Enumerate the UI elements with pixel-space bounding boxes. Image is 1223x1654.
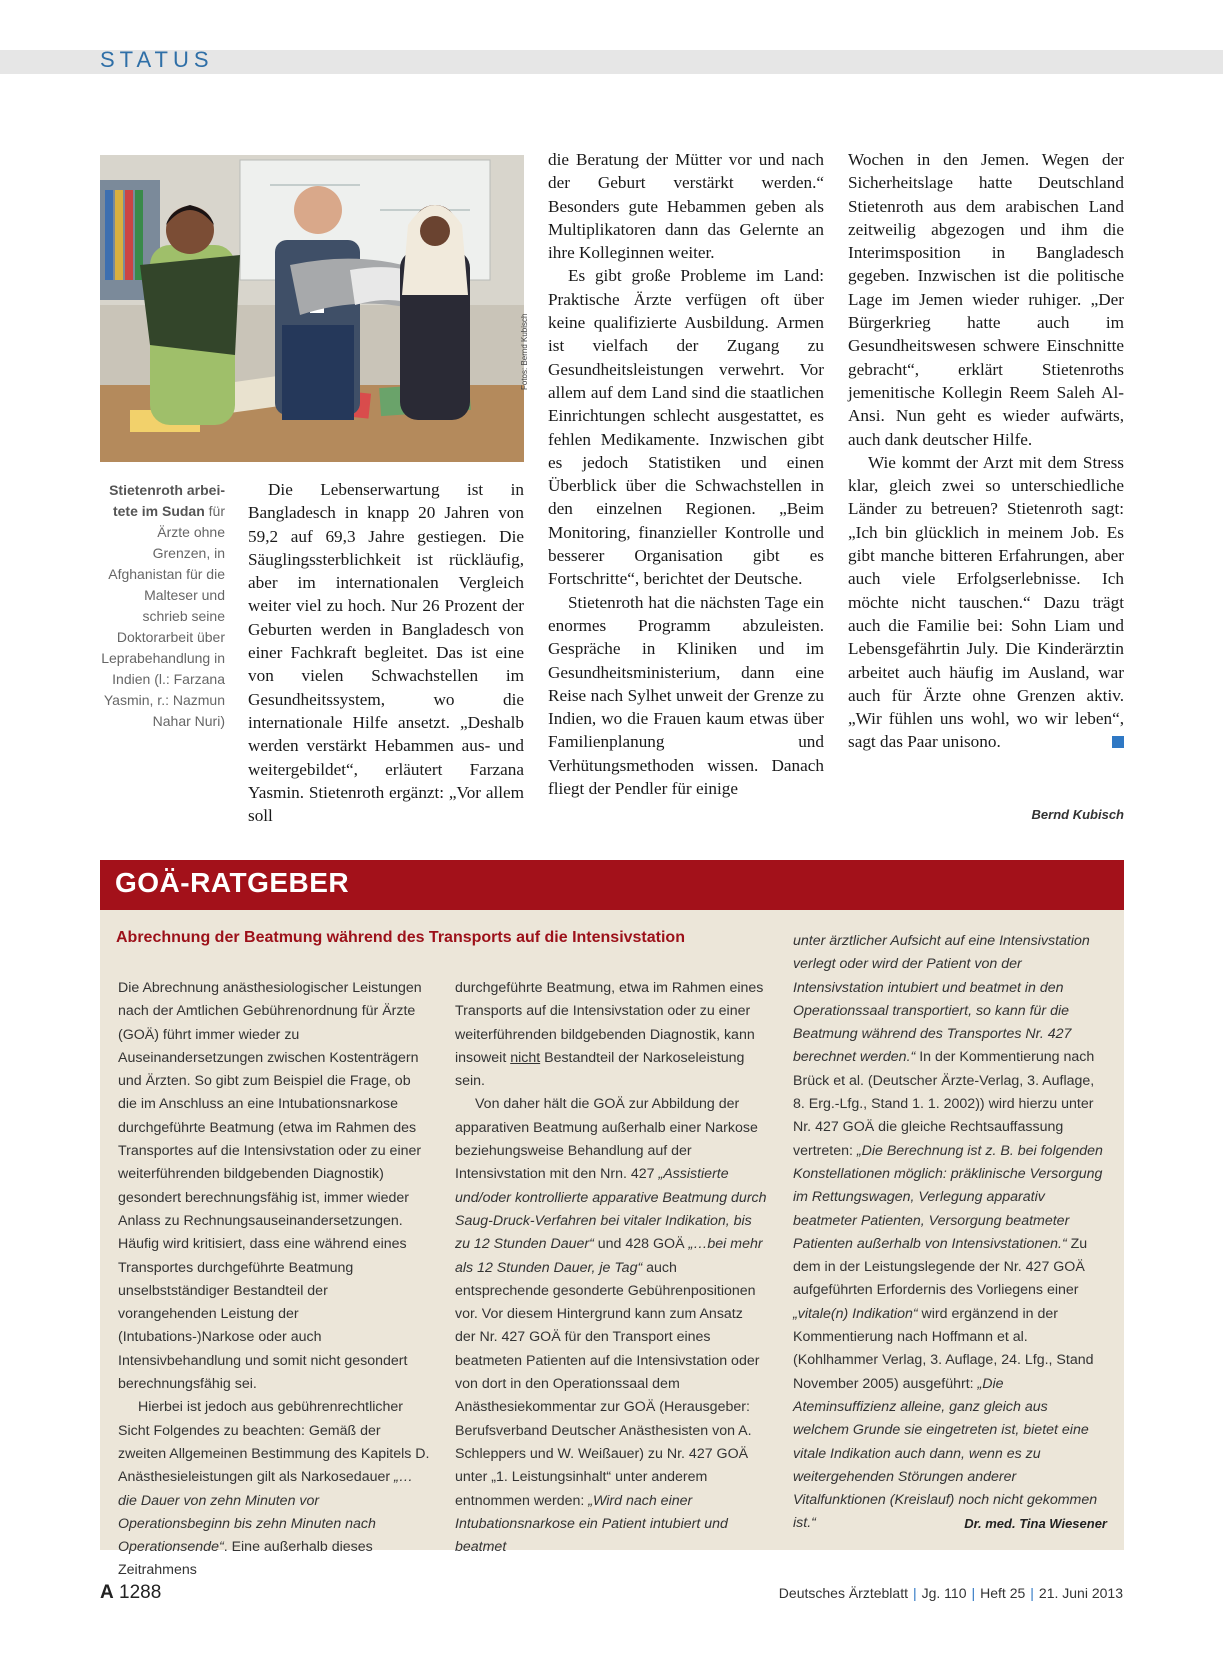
footer-separator: | — [912, 1585, 917, 1601]
article-column-3 — [848, 148, 1124, 754]
goa-paragraph — [118, 1396, 430, 1582]
article-end-mark — [1112, 736, 1124, 748]
goa-text: und 428 GOÄ — [593, 1236, 689, 1253]
article-paragraph: Die Lebenserwartung ist in Bangladesch in knapp 20 Jahren von 59,2 auf 69,3 Jahre gestiegen. Die Säuglingssterblichkeit ist rückläufig, aber im internationalen Vergleich weiter viel zu hoch. Nur 26 Prozent der Geburten werden in Bangladesch von einer Fachkraft begleitet. Das ist eine von vielen Schwachstellen im Gesundheitssystem, wo die internationale Hilfe ansetzt. „Deshalb werden verstärkt Hebammen aus- und weitergebildet“, erläutert Farzana Yasmin. Stietenroth ergänzt: „Vor allem soll — [248, 480, 524, 826]
goa-paragraph — [455, 977, 767, 1093]
goa-author: Dr. med. Tina Wiesener — [964, 1516, 1107, 1531]
goa-paragraph — [455, 1093, 767, 1559]
photo-credit: Fotos: Bernd Kubisch — [520, 313, 529, 390]
goa-text: Bestandteil der Narkoseleistung sein. — [455, 1049, 745, 1090]
article-author: Bernd Kubisch — [1031, 807, 1124, 822]
journal-issue: Heft 25 — [980, 1585, 1026, 1601]
article-paragraph — [848, 451, 1124, 754]
page-prefix: A — [100, 1582, 114, 1603]
goa-text: . Eine außerhalb dieses Zeitrahmens — [118, 1539, 373, 1579]
article-column-1 — [248, 478, 524, 827]
journal-date: 21. Juni 2013 — [1038, 1585, 1123, 1601]
footer-separator: | — [1030, 1585, 1034, 1601]
goa-quote: „Die Ateminsuffizienz alleine, ganz gleich aus welchem Grunde sie eingetreten ist, bietet eine vitale Indikation auch dann, wenn es zu weitergehenden Störungen anderer Vitalfunktionen (Kreislauf) noch nicht gekommen ist.“ — [793, 1375, 1098, 1532]
goa-paragraph — [793, 930, 1105, 1536]
article-column-2 — [548, 148, 824, 800]
goa-column-2 — [455, 977, 767, 1559]
goa-text: durchgeführte Beatmung, etwa im Rahmen eines Transports auf die Intensivstation oder zu einer weiterführenden bildgebenden Diagnostik, kann insoweit — [455, 980, 764, 1066]
goa-text: auch entsprechende gesonderte Gebührenpositionen vor. Vor diesem Hintergrund kann zum Ansatz der Nr. 427 GOÄ für den Transport eines beatmeten Patienten auf die Intensivstation oder von dort in den Operationssaal dem Anästhesiekommentar zur GOÄ (Herausgeber: Berufsverband Deutscher Anästhesisten von A. Schleppers und W. Weißauer) zu Nr. 427 GOÄ unter „1. Leistungsinhalt“ unter anderem entnommen werden: — [455, 1259, 760, 1509]
article-paragraph: Wochen in den Jemen. Wegen der Sicherheitslage hatte Deutschland Stietenroth aus dem arabischen Land zeitweilig abgezogen und ihm die Interimsposition in Bangladesch gegeben. Inzwischen ist die politische Lage im Jemen wieder ruhiger. „Der Bürgerkrieg hatte auch im Gesundheitswesen schwere Einschnitte gebracht“, erklärt Stietenroths jemenitische Kollegin Reem Saleh Al-Ansi. Nun geht es wieder aufwärts, auch dank deutscher Hilfe. — [848, 150, 1124, 449]
goa-quote: „vitale(n) Indikation“ — [793, 1305, 918, 1322]
article-paragraph: Stietenroth hat die nächsten Tage ein enormes Programm abzuleisten. Gespräche in Kliniken und im Gesundheitsministerium, dann eine Reise nach Sylhet unweit der Grenze zu Indien, wo die Frauen kaum etwas über Familienplanung und Verhütungsmethoden wissen. Danach fliegt der Pendler für einige — [548, 592, 824, 799]
goa-underlined-text: nicht — [510, 1049, 541, 1066]
goa-quote: „…die Dauer von zehn Minuten vor Operationsbeginn bis zehn Minuten nach Operationsende“ — [118, 1469, 413, 1556]
journal-footer — [779, 1585, 1123, 1601]
goa-subtitle: Abrechnung der Beatmung während des Transports auf die Intensivstation — [116, 929, 685, 946]
goa-quote: „…bei mehr als 12 Stunden Dauer, je Tag“ — [455, 1236, 763, 1276]
goa-text: wird ergänzend in der Kommentierung nach Hoffmann et al. (Kohlhammer Verlag, 3. Auflage, 24. Lfg., Stand November 2005) ausgeführt: — [793, 1305, 1094, 1392]
photo-caption — [98, 480, 225, 732]
article-paragraph: Es gibt große Probleme im Land: Praktische Ärzte verfügen oft über keine qualifizierte Ausbildung. Armen ist vielfach der Zugang zu Gesundheitsleistungen verwehrt. Vor allem auf dem Land sind die staatlichen Einrichtungen schlecht ausgestattet, es fehlen Medikamente. Inzwischen gibt es jedoch Statistiken und einen Überblick über die Schwachstellen in den einzelnen Regionen. „Beim Monitoring, finanzieller Kontrolle und besserer Organisation gibt es Fortschritte“, berichtet der Deutsche. — [548, 266, 824, 589]
goa-title: GOÄ-RATGEBER — [115, 867, 350, 898]
goa-quote: unter ärztlicher Aufsicht auf eine Intensivstation verlegt oder wird der Patient von der Intensivstation intubiert und beatmet in den Operationssaal transportiert, so kann für die Beatmung während des Transportes Nr. 427 berechnet werden.“ — [793, 933, 1090, 1066]
article-photo — [100, 155, 524, 462]
goa-quote: „Assistierte und/oder kontrollierte apparative Beatmung durch Saug-Druck-Verfahren bei vitaler Indikation, bis zu 12 Stunden Dauer“ — [455, 1166, 767, 1253]
goa-column-3 — [793, 930, 1105, 1536]
goa-text: Hierbei ist jedoch aus gebührenrechtlicher Sicht Folgendes zu beachten: Gemäß der zweiten Allgemeinen Bestimmung des Kapitels D. Anästhesieleistungen gilt als Narkosedauer — [118, 1399, 430, 1486]
page-number — [100, 1582, 161, 1604]
article-paragraph: die Beratung der Mütter vor und nach der Geburt verstärkt werden.“ Besonders gute Hebammen geben als Multiplikatoren dann das Gelernte an ihre Kolleginnen weiter. — [548, 150, 824, 263]
footer-separator: | — [971, 1585, 976, 1601]
goa-column-1 — [118, 977, 430, 1583]
goa-quote: „Wird nach einer Intubationsnarkose ein Patient intubiert und beatmet — [455, 1492, 728, 1556]
article-paragraph-text: Wie kommt der Arzt mit dem Stress klar, gleich zwei so unterschiedliche Länder zu betreuen? Stietenroth sagt: „Ich bin glücklich in meinem Job. Es gibt manche bitteren Erfahrungen, aber auch viele Erfolgserlebnisse. Ich möchte nicht tauschen.“ Dazu trägt auch die Familie bei: Sohn Liam und Lebensgefährtin July. Die Kinderärztin arbeitet auch häufig im Ausland, war auch für Ärzte ohne Grenzen aktiv. „Wir fühlen uns wohl, wo wir leben“, sagt das Paar unisono. — [848, 452, 1124, 752]
caption-lead: Stietenroth arbei-tete im Sudan — [109, 482, 225, 519]
section-label: STATUS — [100, 47, 214, 72]
journal-volume: Jg. 110 — [921, 1585, 967, 1601]
goa-text: In der Kommentierung nach Brück et al. (Deutscher Ärzte-Verlag, 3. Auflage, 8. Erg.-Lfg., Stand 1. 1. 2002)) wird hierzu unter Nr. 427 GOÄ die gleiche Rechtsauffassung vertreten: — [793, 1049, 1095, 1159]
goa-text: Zu dem in der Leistungslegende der Nr. 427 GOÄ aufgeführten Erfordernis des Vorliegens einer — [793, 1235, 1088, 1299]
goa-paragraph: Die Abrechnung anästhesiologischer Leistungen nach der Amtlichen Gebührenordnung für Ärzte (GOÄ) führt immer wieder zu Auseinandersetzungen zwischen Kostenträgern und Ärzten. So gibt zum Beispiel die Frage, ob die im Anschluss an eine Intubationsnarkose durchgeführte Beatmung (etwa im Rahmen des Transportes auf die Intensivstation oder zu einer weiterführenden bildgebenden Diagnostik) gesondert berechnungsfähig ist, immer wieder Anlass zu Rechnungsauseinandersetzungen. Häufig wird kritisiert, dass eine während eines Transportes durchgeführte Beatmung unselbstständiger Bestandteil der vorangehenden Leistung der (Intubations-)Narkose oder auch Intensivbehandlung und somit nicht gesondert berechnungsfähig sei. — [118, 980, 422, 1393]
goa-text: Von daher hält die GOÄ zur Abbildung der apparativen Beatmung außerhalb einer Narkose beziehungsweise Behandlung auf der Intensivstation mit den Nrn. 427 — [455, 1096, 758, 1183]
caption-text: für Ärzte ohne Grenzen, in Afghanistan für die Malteser und schrieb seine Doktorarbeit über Leprabehandlung in Indien (l.: Farzana Yasmin, r.: Nazmun Nahar Nuri) — [101, 503, 225, 729]
goa-quote: „Die Berechnung ist z. B. bei folgenden Konstellationen möglich: präklinische Versorgung im Rettungswagen, Verlegung apparativ beatmeter Patienten, Versorgung beatmeter Patienten außerhalb von Intensivstationen.“ — [793, 1142, 1103, 1252]
page-number-value: 1288 — [119, 1582, 162, 1603]
journal-name: Deutsches Ärzteblatt — [778, 1585, 908, 1601]
